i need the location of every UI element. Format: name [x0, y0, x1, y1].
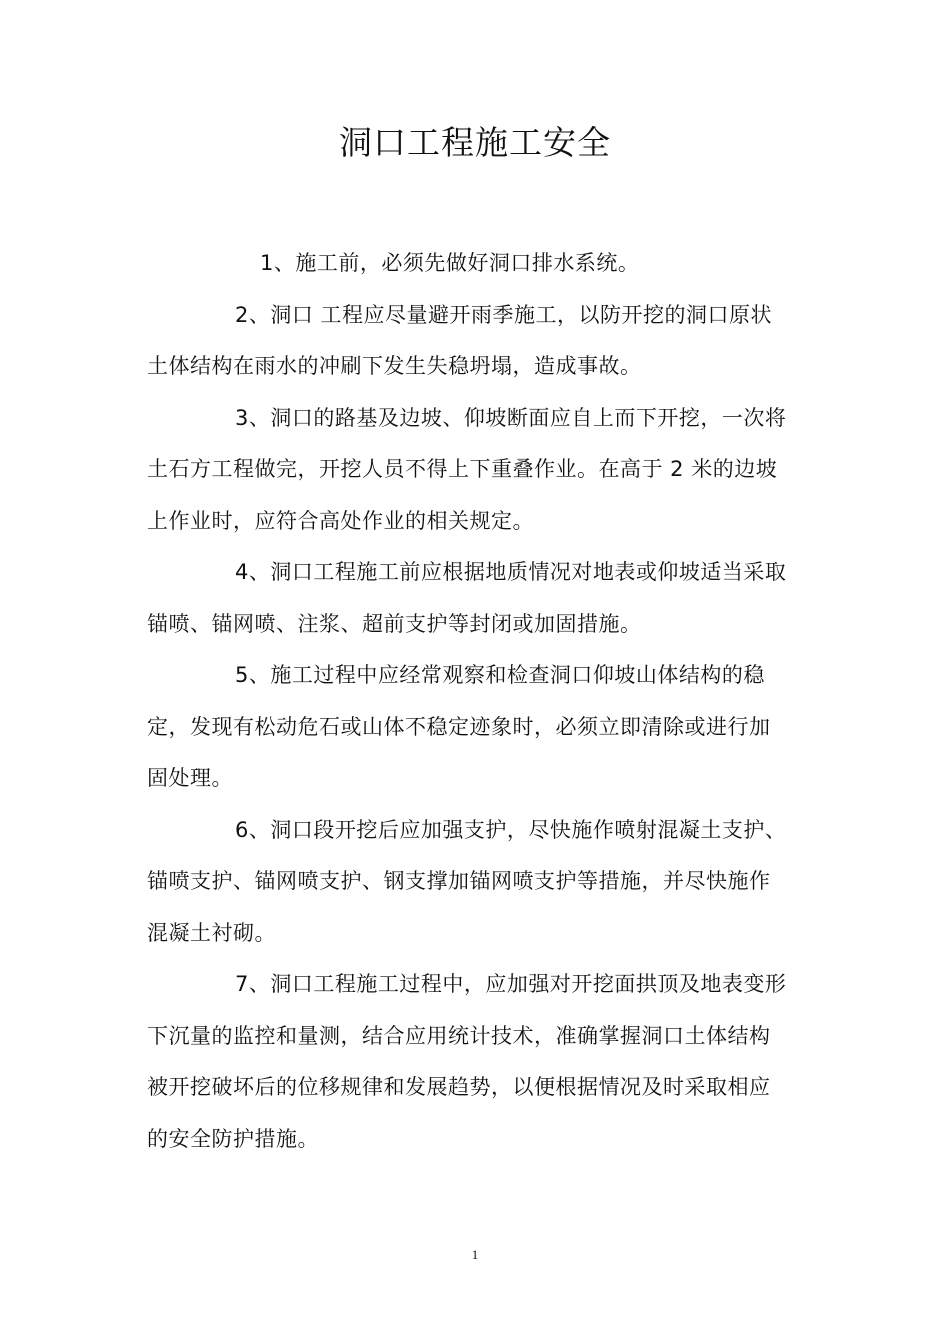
paragraph-4: 4、洞口工程施工前应根据地质情况对地表或仰坡适当采取 锚喷、锚网喷、注浆、超前支护等封闭或加固措施。 — [147, 560, 787, 636]
document-body — [147, 238, 807, 1165]
paragraph-6: 6、洞口段开挖后应加强支护，尽快施作喷射混凝土支护、 锚喷支护、锚网喷支护、钢支撑加锚网喷支护等措施，并尽快施作 混凝土衬砌。 — [147, 817, 787, 945]
document-title: 洞口工程施工安全 — [339, 123, 611, 162]
paragraph-5: 5、施工过程中应经常观察和检查洞口仰坡山体结构的稳 定，发现有松动危石或山体不稳定迹象时，必须立即清除或进行加 固处理。 — [147, 663, 771, 790]
paragraph-1: 1、施工前，必须先做好洞口排水系统。 — [260, 251, 640, 275]
paragraph-7: 7、洞口工程施工过程中，应加强对开挖面拱顶及地表变形 下沉量的监控和量测，结合应用统计技术，准确掌握洞口土体结构 被开挖破坏后的位移规律和发展趋势，以便根据情况及时采取相应 的安全防护措施。 — [147, 972, 787, 1151]
paragraph-3: 3、洞口的路基及边坡、仰坡断面应自上而下开挖，一次将 土石方工程做完，开挖人员不得上下重叠作业。在高于 2 米的边坡 上作业时，应符合高处作业的相关规定。 — [147, 405, 787, 533]
paragraph-2: 2、洞口 工程应尽量避开雨季施工，以防开挖的洞口原状 土体结构在雨水的冲刷下发生失稳坍塌，造成事故。 — [147, 302, 773, 378]
page-number: 1 — [471, 1247, 479, 1262]
